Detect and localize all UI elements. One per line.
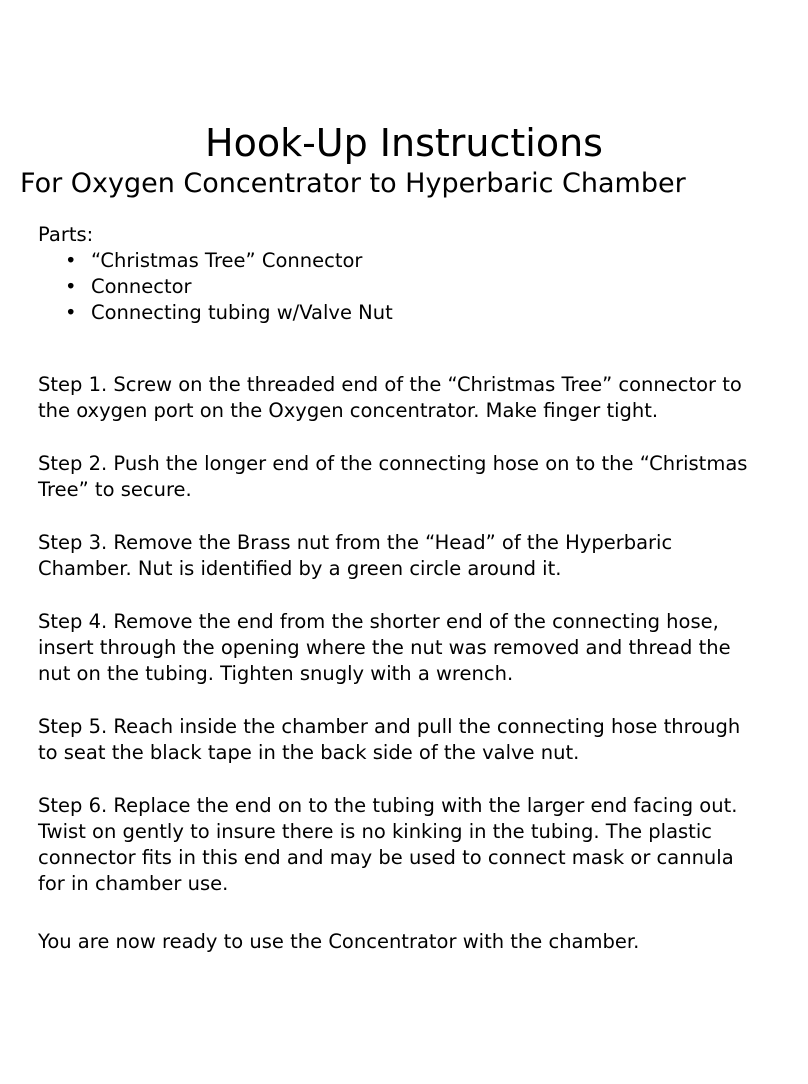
- step-line: the oxygen port on the Oxygen concentrator. Make finger tight.: [38, 399, 659, 422]
- step-line: Step 4. Remove the end from the shorter end of the connecting hose,: [38, 610, 719, 633]
- part-label: Connector: [91, 275, 192, 298]
- bullet-icon: •: [65, 249, 77, 272]
- step-2: [38, 451, 798, 503]
- parts-section: [38, 222, 778, 326]
- step-line: Step 2. Push the longer end of the connecting hose on to the “Christmas: [38, 452, 748, 475]
- page-title: Hook-Up Instructions: [205, 121, 603, 165]
- bullet-icon: •: [65, 301, 77, 324]
- part-label: Connecting tubing w/Valve Nut: [91, 301, 393, 324]
- step-line: Tree” to secure.: [38, 478, 192, 501]
- step-4: [38, 609, 798, 687]
- step-3: [38, 530, 798, 582]
- parts-list: [38, 248, 778, 326]
- closing-statement: You are now ready to use the Concentrator with the chamber.: [38, 930, 640, 953]
- step-line: for in chamber use.: [38, 872, 229, 895]
- step-line: Chamber. Nut is identified by a green circle around it.: [38, 557, 562, 580]
- parts-list-item: [38, 248, 778, 274]
- step-line: insert through the opening where the nut was removed and thread the: [38, 636, 731, 659]
- step-line: to seat the black tape in the back side of the valve nut.: [38, 741, 580, 764]
- parts-list-item: [38, 300, 778, 326]
- step-line: Step 3. Remove the Brass nut from the “Head” of the Hyperbaric: [38, 531, 673, 554]
- step-line: Twist on gently to insure there is no kinking in the tubing. The plastic: [38, 820, 712, 843]
- part-label: “Christmas Tree” Connector: [91, 249, 363, 272]
- step-6: [38, 793, 798, 897]
- parts-list-item: [38, 274, 778, 300]
- step-line: connector fits in this end and may be used to connect mask or cannula: [38, 846, 734, 869]
- step-line: Step 6. Replace the end on to the tubing with the larger end facing out.: [38, 794, 738, 817]
- parts-heading: Parts:: [38, 223, 94, 246]
- step-line: Step 5. Reach inside the chamber and pull the connecting hose through: [38, 715, 741, 738]
- step-line: nut on the tubing. Tighten snugly with a wrench.: [38, 662, 514, 685]
- step-5: [38, 714, 798, 766]
- step-line: Step 1. Screw on the threaded end of the “Christmas Tree” connector to: [38, 373, 742, 396]
- step-1: [38, 372, 798, 424]
- bullet-icon: •: [65, 275, 77, 298]
- steps-section: [38, 372, 798, 924]
- page-subtitle: For Oxygen Concentrator to Hyperbaric Chamber: [20, 168, 686, 199]
